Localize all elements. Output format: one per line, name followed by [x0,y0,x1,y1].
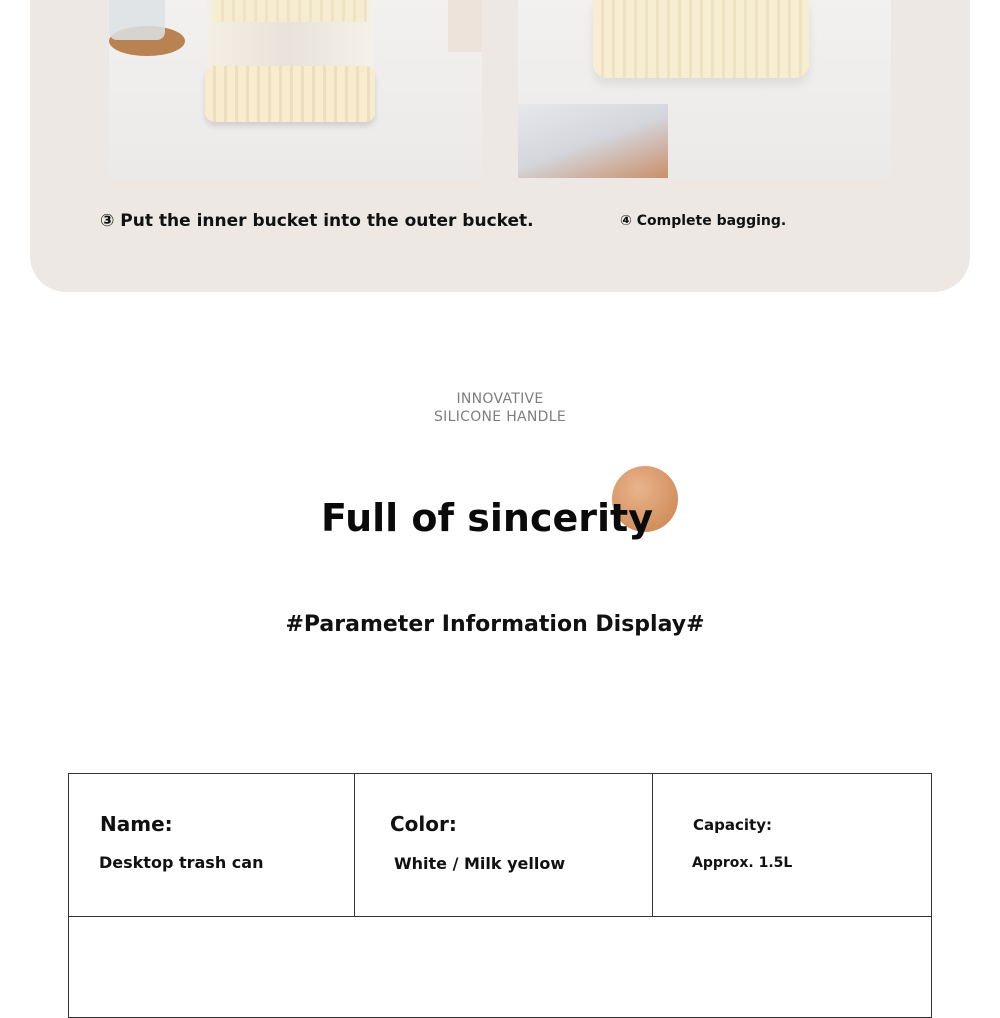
parameter-cell-color [355,774,653,916]
parameter-row [69,774,931,917]
parameter-value: Approx. 1.5L [692,855,793,871]
bagged-trash-can [593,0,809,78]
step3-caption: ③ Put the inner bucket into the outer bucket. [100,211,534,231]
outer-bucket [205,66,375,122]
step4-caption: ④ Complete bagging. [620,213,787,229]
feature-tagline [400,390,600,426]
water-glass [109,0,165,40]
parameter-label: Name: [100,812,173,836]
headline: Full of sincerity [321,496,653,540]
inner-bucket-rim [213,0,367,22]
step3-photo [109,0,482,178]
parameter-cell-name [69,774,355,916]
parameter-value: White / Milk yellow [394,854,566,873]
parameter-cell-capacity [653,774,931,916]
cloth-fold [448,0,482,52]
book-corner [518,104,668,178]
step4-photo [518,0,891,178]
parameter-label: Color: [390,812,457,836]
parameter-heading: #Parameter Information Display# [285,612,705,637]
feature-line-1: INNOVATIVE [456,391,544,407]
parameter-table [68,773,932,1018]
parameter-row-empty [69,917,931,1017]
parameter-label: Capacity: [693,816,772,834]
feature-line-2: SILICONE HANDLE [433,409,566,425]
parameter-value: Desktop trash can [99,853,264,872]
